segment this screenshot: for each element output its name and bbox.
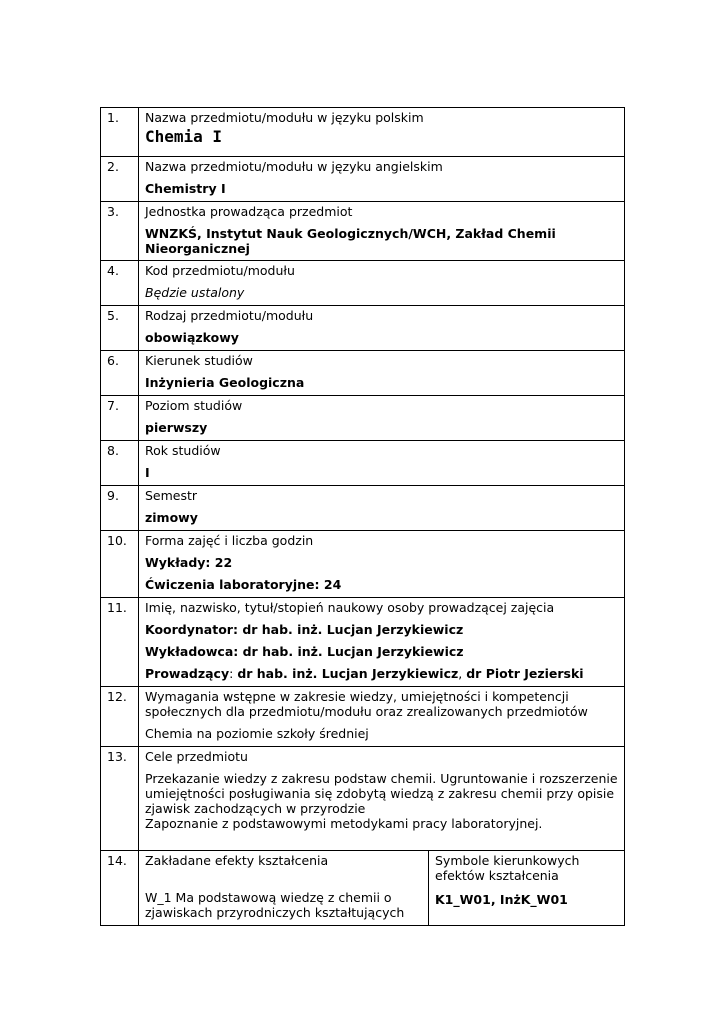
row-content: [139, 202, 625, 261]
table-row: [101, 157, 625, 202]
field-value: Chemia na poziomie szkoły średniej: [145, 726, 369, 741]
field-label: Semestr: [145, 488, 198, 503]
field-value: Chemia I: [145, 127, 223, 146]
field-value: Inżynieria Geologiczna: [145, 375, 305, 390]
table-row: [101, 202, 625, 261]
row-content: [139, 396, 625, 441]
table-row: [101, 108, 625, 157]
field-value: obowiązkowy: [145, 330, 239, 345]
row-content: [139, 687, 625, 747]
row-content: [139, 441, 625, 486]
row-content-right: [429, 851, 625, 926]
row-number: 5.: [101, 306, 139, 351]
table-row: [101, 598, 625, 687]
table-row: [101, 306, 625, 351]
field-label: Nazwa przedmiotu/modułu w języku polskim: [145, 110, 424, 125]
learning-outcome: W_1 Ma podstawową wiedzę z chemii o zjawiskach przyrodniczych kształtujących: [145, 890, 405, 920]
table-row: [101, 261, 625, 306]
table-row: [101, 441, 625, 486]
row-content: [139, 598, 625, 687]
outcome-symbols: K1_W01, InżK_W01: [435, 892, 568, 907]
row-number: 12.: [101, 687, 139, 747]
instructors-comma: ,: [458, 666, 467, 681]
row-number: 2.: [101, 157, 139, 202]
row-number: 10.: [101, 531, 139, 598]
table-row: [101, 687, 625, 747]
lectures-hours: Wykłady: 22: [145, 555, 233, 570]
row-number: 1.: [101, 108, 139, 157]
course-description-table: [100, 107, 625, 926]
field-label: Forma zajęć i liczba godzin: [145, 533, 314, 548]
row-number: 14.: [101, 851, 139, 926]
lab-hours: Ćwiczenia laboratoryjne: 24: [145, 577, 342, 592]
field-value: Chemistry I: [145, 181, 226, 196]
field-label: Rok studiów: [145, 443, 221, 458]
field-value: Będzie ustalony: [145, 285, 245, 300]
lecturer: Wykładowca: dr hab. inż. Lucjan Jerzykiewicz: [145, 644, 464, 659]
field-label: Poziom studiów: [145, 398, 243, 413]
row-number: 7.: [101, 396, 139, 441]
row-number: 11.: [101, 598, 139, 687]
table-row: [101, 486, 625, 531]
row-content: [139, 157, 625, 202]
row-number: 3.: [101, 202, 139, 261]
field-value: WNZKŚ, Instytut Nauk Geologicznych/WCH, Zakład Chemii Nieorganicznej: [145, 226, 556, 256]
instructors-separator: :: [229, 666, 238, 681]
field-label: Wymagania wstępne w zakresie wiedzy, umiejętności i kompetencji społecznych dla przedmiotu/modułu oraz zrealizowanych przedmiotów: [145, 689, 588, 719]
field-label: Imię, nazwisko, tytuł/stopień naukowy osoby prowadzącej zajęcia: [145, 600, 555, 615]
table-row: [101, 747, 625, 851]
field-value: pierwszy: [145, 420, 208, 435]
row-content: [139, 351, 625, 396]
table-row: [101, 396, 625, 441]
row-number: 8.: [101, 441, 139, 486]
field-label: Kierunek studiów: [145, 353, 253, 368]
row-content: [139, 261, 625, 306]
row-content: [139, 486, 625, 531]
table-row: [101, 531, 625, 598]
field-label-right: Symbole kierunkowych efektów kształcenia: [435, 853, 580, 883]
field-label: Cele przedmiotu: [145, 749, 248, 764]
table-row: [101, 851, 625, 926]
row-content: [139, 747, 625, 851]
field-label: Zakładane efekty kształcenia: [145, 853, 329, 868]
table-row: [101, 351, 625, 396]
field-label: Jednostka prowadząca przedmiot: [145, 204, 353, 219]
coordinator: Koordynator: dr hab. inż. Lucjan Jerzykiewicz: [145, 622, 464, 637]
row-number: 13.: [101, 747, 139, 851]
row-content: [139, 851, 429, 926]
field-value: Przekazanie wiedzy z zakresu podstaw chemii. Ugruntowanie i rozszerzenie umiejętności posługiwania się zdobytą wiedzą z zakresu chemii przy opisie zjawisk zachodzących w przyrodzie Zapoznanie z podstawowymi metodykami pracy laboratoryjnej.: [145, 771, 618, 831]
instructors-label: Prowadzący: [145, 666, 230, 681]
row-number: 9.: [101, 486, 139, 531]
row-number: 4.: [101, 261, 139, 306]
field-value: I: [145, 465, 150, 480]
field-value: zimowy: [145, 510, 198, 525]
instructors: [145, 666, 618, 681]
instructor-name: dr Piotr Jezierski: [466, 666, 584, 681]
field-label: Nazwa przedmiotu/modułu w języku angielskim: [145, 159, 443, 174]
row-content: [139, 108, 625, 157]
field-label: Kod przedmiotu/modułu: [145, 263, 295, 278]
row-content: [139, 306, 625, 351]
instructor-name: dr hab. inż. Lucjan Jerzykiewicz: [237, 666, 459, 681]
field-label: Rodzaj przedmiotu/modułu: [145, 308, 314, 323]
row-number: 6.: [101, 351, 139, 396]
row-content: [139, 531, 625, 598]
